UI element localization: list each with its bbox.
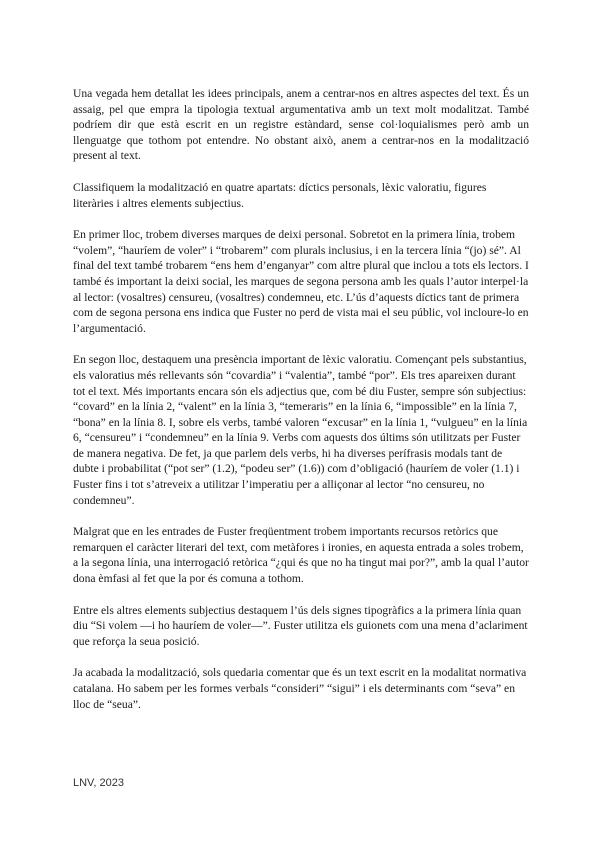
paragraph-rhetorical-figures: Malgrat que en les entrades de Fuster freqüentment trobem importants recursos retòrics que remarquen el caràcter literari del text, com metàfores i ironies, en aquesta entrada a soles trobem, a la segona línia, una interrogació retòrica “¿qui és que no ha tingut mai por?”, amb la qual l’autor dona èmfasi al fet que la por és comuna a tothom. [73, 525, 529, 586]
paragraph-classification: Classifiquem la modalització en quatre apartats: díctics personals, lèxic valoratiu, figures literàries i altres elements subjectius. [73, 180, 487, 210]
paragraph-conclusion: Ja acabada la modalització, sols quedaria comentar que és un text escrit en la modalitat normativa catalana. Ho sabem per les formes verbals “consideri” “sigui” i els determinants com “seva” en lloc de “seua”. [73, 666, 527, 711]
document-body [73, 86, 529, 728]
paragraph-evaluative-lexicon: En segon lloc, destaquem una presència important de lèxic valoratiu. Començant pels substantius, els valoratius més rellevants són “covardia” i “valentia”, també “por”. Els tres apareixen durant tot el text. Més importants encara són els adjectius que, com bé diu Fuster, sempre són subjectius: “covard” en la línia 2, “valent” en la línia 3, “temeraris” en la línia 6, “impossible” en la línia 7, “bona” en la línia 8. I, sobre els verbs, també valoren “excusar” en la línia 1, “vulgueu” en la línia 6, “censureu” i “condemneu” en la línia 9. Verbs com aquests dos últims són utilitzats per Fuster de manera negativa. De fet, ja que parlem dels verbs, hi ha diverses perífrasis modals tant de dubte i probabilitat (“pot ser” (1.2), “podeu ser” (1.6)) com d’obligació (hauríem de voler (1.1) i Fuster fins i tot s’atreveix a utilitzar l’imperatiu per a alliçonar al lector “no censureu, no condemneu”. [73, 353, 528, 507]
paragraph-subjective-elements: Entre els altres elements subjectius destaquem l’ús dels signes tipogràfics a la primera línia quan diu “Si volem —i ho hauríem de voler—”. Fuster utilitza els guionets com una mena d’aclariment que reforça la seua posició. [73, 603, 528, 648]
footer-credit: LNV, 2023 [73, 777, 124, 789]
paragraph-personal-deixis: En primer lloc, trobem diverses marques de deixi personal. Sobretot en la primera línia, trobem “volem”, “hauríem de voler” i “trobarem” com plurals inclusius, i en la tercera línia “(jo) sé”. Al final del text també trobarem “ens hem d’enganyar” com altre plural que inclou a tots els lectors. I també és important la deixi social, les marques de segona persona amb les quals l’autor interpel·la al lector: (vosaltres) censureu, (vosaltres) condemneu, etc. L’ús d’aquests díctics tant de primera com de segona persona ens indica que Fuster no perd de vista mai el seu públic, vol incloure-lo en l’argumentació. [73, 228, 529, 335]
paragraph-intro: Una vegada hem detallat les idees principals, anem a centrar-nos en altres aspectes del text. És un assaig, pel que empra la tipologia textual argumentativa amb un text molt modalitzat. També podríem dir que està escrit en un registre estàndard, sense col·loquialismes però amb un llenguatge que tothom pot entendre. No obstant això, anem a centrar-nos en la modalització present al text. [73, 87, 529, 163]
